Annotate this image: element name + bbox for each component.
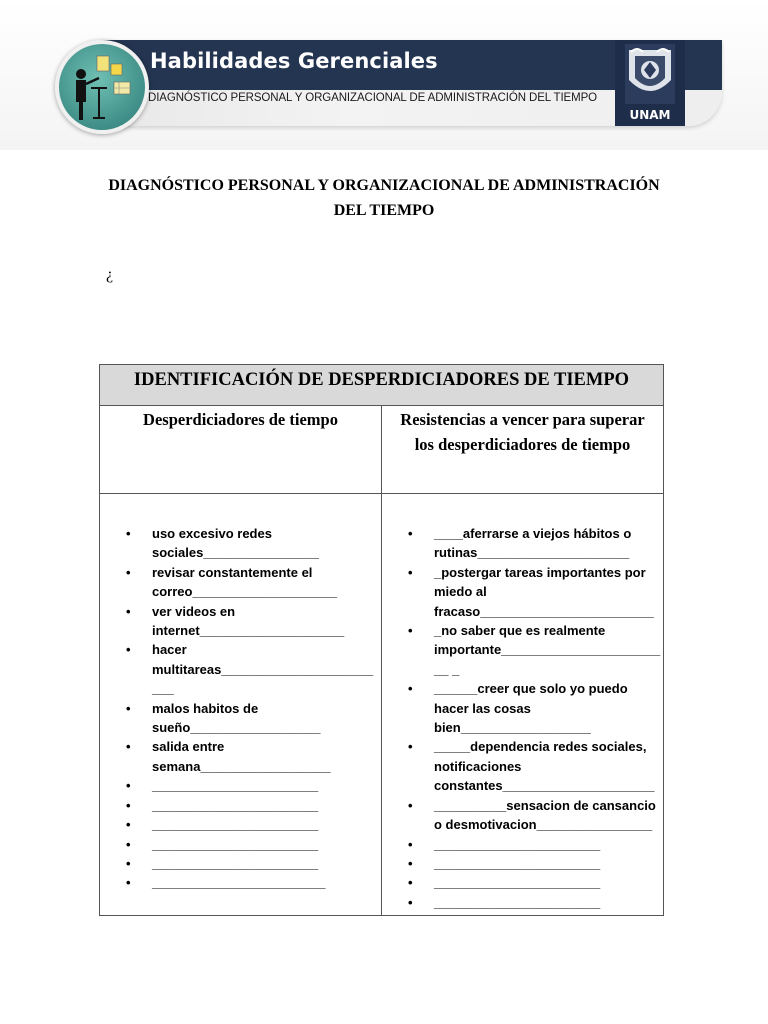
bullet-icon: • [408, 681, 413, 697]
list-item-text: ______creer que solo yo puedo hacer las cosas bien__________________ [434, 681, 628, 736]
list-item [126, 796, 376, 815]
bullet-icon: • [408, 836, 413, 852]
list-item [126, 699, 376, 738]
bullet-icon: • [126, 817, 131, 833]
list-item-text: _______________________ [434, 836, 601, 852]
list-item-text: _______________________ [434, 855, 601, 871]
bullet-icon: • [126, 778, 131, 794]
list-item-text: _no saber que es realmente importante________________________ _ [434, 623, 661, 677]
conductor-icon [59, 44, 145, 130]
list-item-text: malos habitos de sueño__________________ [152, 700, 321, 736]
list-item [408, 524, 661, 563]
bullet-icon: • [126, 526, 131, 541]
bullet-icon: • [126, 603, 131, 619]
table-header: IDENTIFICACIÓN DE DESPERDICIADORES DE TIEMPO [100, 365, 663, 406]
list-item-text: _postergar tareas importantes por miedo al fracaso________________________ [434, 564, 654, 619]
list-item-text: _______________________ [434, 875, 601, 891]
bullet-icon: • [126, 564, 131, 580]
column-header-time-wasters: Desperdiciadores de tiempo [100, 406, 382, 494]
list-item [408, 873, 661, 892]
bullet-icon: • [126, 836, 131, 852]
list-item [126, 737, 376, 776]
bullet-icon: • [126, 642, 131, 658]
unam-logo [615, 40, 685, 126]
course-title: Habilidades Gerenciales [150, 49, 438, 73]
bullet-icon: • [408, 894, 413, 910]
list-item-text: _______________________ [152, 855, 319, 871]
list-item [126, 640, 376, 698]
resistances-column [382, 494, 663, 915]
document-title [90, 173, 678, 223]
list-item [126, 815, 376, 834]
list-item-text: _______________________ [152, 797, 319, 813]
list-item-text: hacer multitareas________________________ [152, 642, 374, 697]
list-item [126, 835, 376, 854]
list-item-text: _______________________ [152, 778, 319, 794]
list-item [408, 854, 661, 873]
list-item-text: _______________________ [152, 836, 319, 852]
list-item-text: _______________________ [434, 894, 601, 910]
list-item [408, 563, 661, 621]
bullet-icon: • [408, 623, 413, 639]
list-item [126, 854, 376, 873]
header-banner [0, 0, 768, 150]
list-item-text: ____aferrarse a viejos hábitos o rutinas_____________________ [434, 526, 632, 561]
time-wasters-table [99, 364, 664, 916]
time-wasters-list [126, 524, 376, 893]
list-item [408, 737, 661, 795]
list-item [126, 602, 376, 641]
list-item-text: __________sensacion de cansancio o desmotivacion________________ [434, 797, 656, 833]
banner-subtitle: DIAGNÓSTICO PERSONAL Y ORGANIZACIONAL DE ADMINISTRACIÓN DEL TIEMPO [148, 92, 598, 104]
list-item-text: _____dependencia redes sociales, notificaciones constantes_____________________ [434, 739, 655, 794]
resistances-list [408, 524, 661, 912]
bullet-icon: • [408, 564, 413, 580]
bullet-icon: • [126, 875, 131, 891]
bullet-icon: • [408, 797, 413, 813]
unam-label: UNAM [629, 108, 671, 122]
bullet-icon: • [408, 875, 413, 891]
list-item [408, 893, 661, 912]
list-item-text: revisar constantemente el correo____________________ [152, 564, 338, 600]
column-header-resistances: Resistencias a vencer para superar los desperdiciadores de tiempo [382, 406, 663, 494]
bullet-icon: • [126, 700, 131, 716]
document-title-line-1: DIAGNÓSTICO PERSONAL Y ORGANIZACIONAL DE ADMINISTRACIÓN [108, 177, 660, 194]
list-item-text: uso excesivo redes sociales________________ [152, 526, 319, 561]
list-item-text: salida entre semana__________________ [152, 739, 331, 774]
list-item [408, 796, 661, 835]
list-item [126, 873, 376, 892]
inverted-question-mark: ¿ [106, 266, 114, 283]
list-item [408, 679, 661, 737]
bullet-icon: • [126, 855, 131, 871]
document-title-line-2: DEL TIEMPO [333, 202, 435, 219]
bullet-icon: • [408, 739, 413, 755]
list-item [126, 563, 376, 602]
bullet-icon: • [126, 797, 131, 813]
list-item-text: _______________________ [152, 817, 319, 833]
bullet-icon: • [408, 526, 413, 541]
bullet-icon: • [126, 739, 131, 755]
list-item-text: ver videos en internet____________________ [152, 603, 345, 639]
time-wasters-column [100, 494, 382, 915]
bullet-icon: • [408, 855, 413, 871]
banner-title-bar-end [685, 40, 722, 90]
list-item [408, 835, 661, 854]
list-item-text: ________________________ [152, 875, 326, 891]
list-item [126, 524, 376, 563]
list-item [408, 621, 661, 679]
list-item [126, 776, 376, 795]
unam-crest-icon [615, 40, 685, 108]
course-logo [55, 40, 149, 134]
